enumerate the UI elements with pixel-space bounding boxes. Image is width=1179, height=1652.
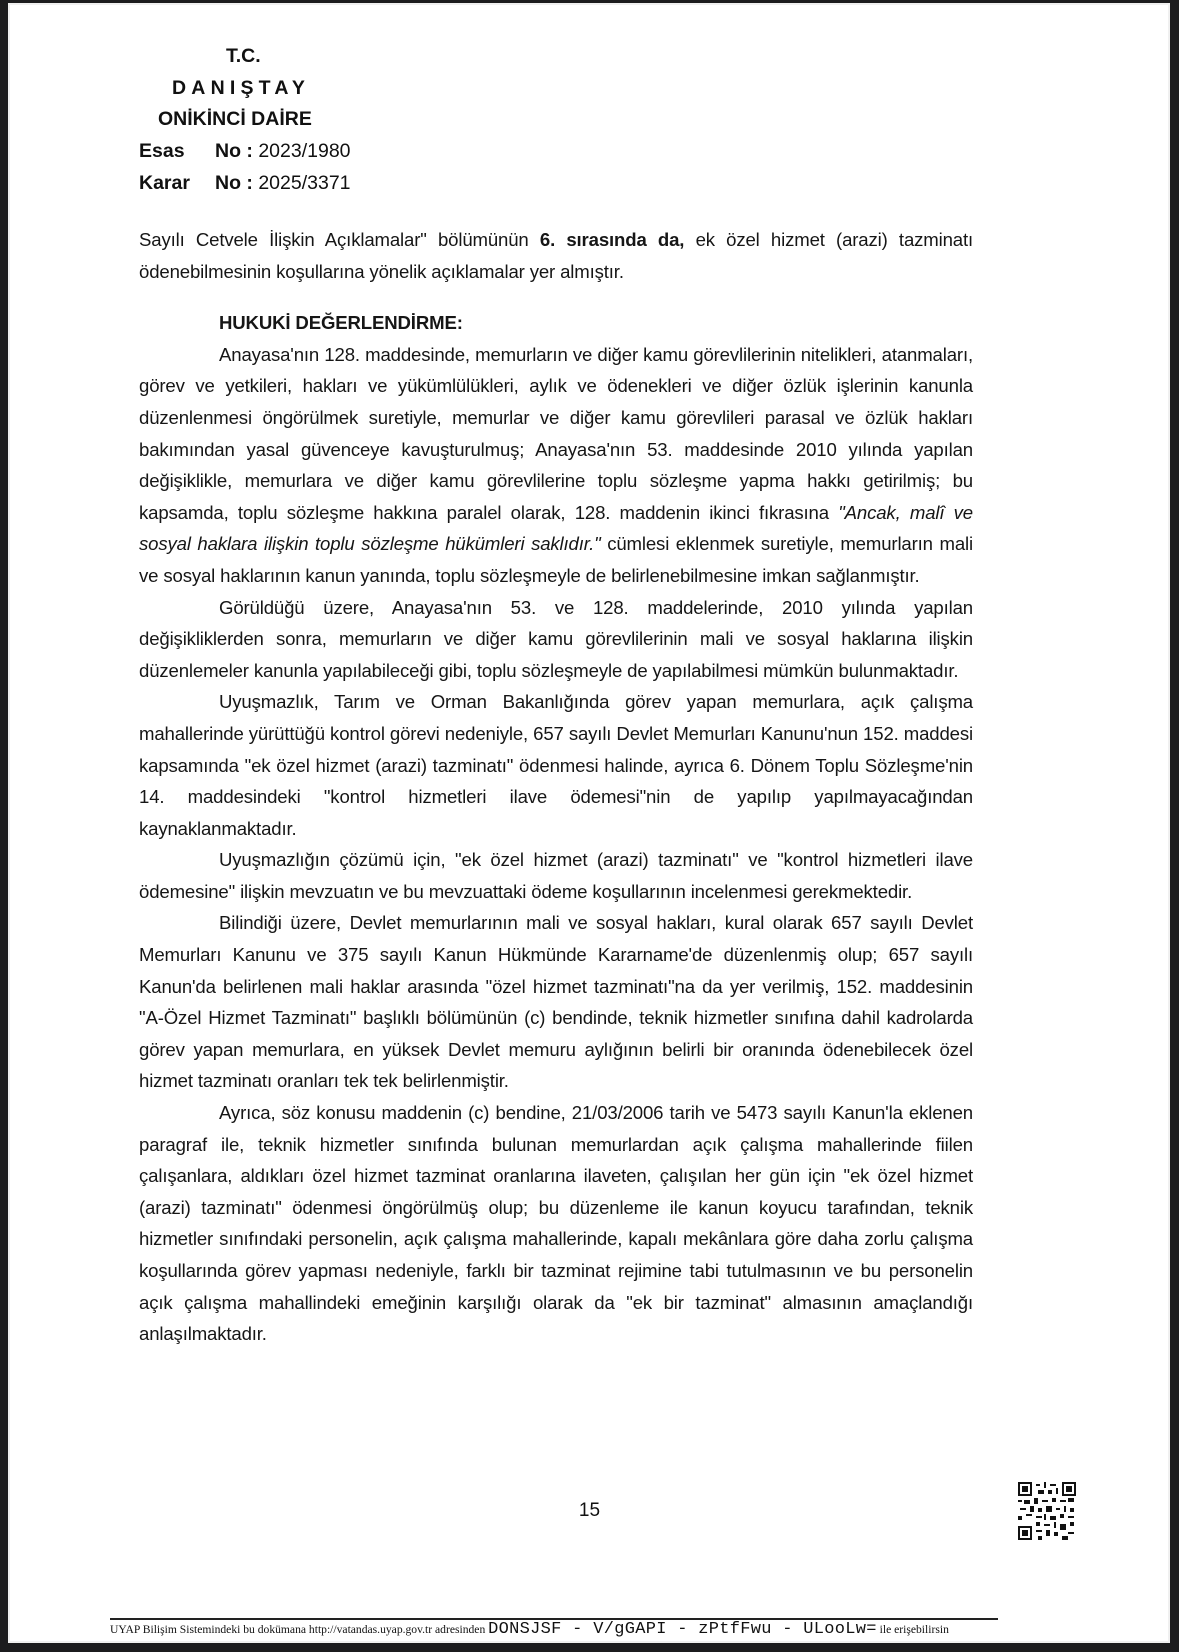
- header-chamber: ONİKİNCİ DAİRE: [158, 108, 312, 130]
- page-number: 15: [578, 1500, 601, 1521]
- bold-text: 6. sırasında da,: [539, 229, 685, 250]
- karar-number: 2025/3371: [258, 172, 351, 194]
- paragraph: Bilindiği üzere, Devlet memurlarının mali ve sosyal hakları, kural olarak 657 sayılı Devlet Memurları Kanunu ve 375 sayılı Kanun Hükmünde Kararname'de düzenlenmiş olup; 657 sayılı Kanun'da belirlenen mali haklar arasında "özel hizmet tazminatı"na da yer verilmiş, 152. maddesinin "A-Özel Hizmet Tazminatı" başlıklı bölümünün (c) bendinde, teknik hizmetler sınıfına dahil kadrolarda görev yapan memurlara, en yüksek Devlet memuru aylığının belirli bir oranında ödenebilecek özel hizmet tazminatı oranları tek tek belirlenmiştir.: [139, 912, 973, 1092]
- paragraph-continued: [139, 224, 973, 287]
- paragraph: Uyuşmazlığın çözümü için, "ek özel hizmet (arazi) tazminatı" ve "kontrol hizmetleri ilave ödemesine" ilişkin mevzuatın ve bu mevzuattaki ödeme koşullarının incelenmesi gerekmektedir.: [139, 849, 973, 902]
- paragraph: Uyuşmazlık, Tarım ve Orman Bakanlığında görev yapan memurlara, açık çalışma mahallerinde yürüttüğü kontrol görevi nedeniyle, 657 sayılı Devlet Memurları Kanunu'nun 152. maddesi kapsamında "ek özel hizmet (arazi) tazminatı" ödenmesi halinde, ayrıca 6. Dönem Toplu Sözleşme'nin 14. maddesindeki "kontrol hizmetleri ilave ödemesi"nin de yapılıp yapılmayacağından kaynaklanmaktadır.: [139, 691, 973, 839]
- esas-label: Esas: [139, 140, 185, 162]
- document-body: [139, 224, 973, 1350]
- karar-label: Karar: [139, 172, 190, 194]
- footer-text: ile erişebilirsin: [879, 1623, 949, 1636]
- header-tc: T.C.: [226, 45, 261, 67]
- paragraph-text: ek özel hizmet (arazi) tazminatı ödenebilmesinin koşullarına yönelik açıklamalar yer almıştır.: [139, 229, 974, 282]
- footer-text: UYAP Bilişim Sistemindeki bu dokümana http://vatandas.uyap.gov.tr adresinden: [110, 1623, 486, 1636]
- paragraph-text: cümlesi eklenmek suretiyle, memurların mali ve sosyal haklarının kanun yanında, toplu sözleşmeyle de belirlenebilmesine imkan sağlanmıştır.: [139, 533, 973, 586]
- italic-quote: "Ancak, malî ve sosyal haklara ilişkin toplu sözleşme hükümleri saklıdır.": [139, 501, 973, 555]
- karar-number-row: [139, 172, 351, 195]
- qr-code-icon: [1018, 1482, 1076, 1540]
- paragraph-text: Sayılı Cetvele İlişkin Açıklamalar" bölümünün: [139, 229, 540, 250]
- esas-number-row: [139, 140, 351, 163]
- paragraph: Görüldüğü üzere, Anayasa'nın 53. ve 128. maddelerinde, 2010 yılında yapılan değişikliklerden sonra, memurların ve diğer kamu görevlilerinin mali ve sosyal haklarına ilişkin düzenlemeler kanunla yapılabileceği gibi, toplu sözleşmeyle de yapılabilmesi mümkün bulunmaktadır.: [139, 596, 973, 681]
- section-heading: HUKUKİ DEĞERLENDİRME:: [219, 312, 463, 334]
- verification-code: DONSJSF - V/gGAPI - zPtfFwu - ULooLw=: [488, 1620, 877, 1639]
- footer-verification: [110, 1620, 1010, 1639]
- esas-number: 2023/1980: [258, 140, 351, 162]
- header-court-name: DANIŞTAY: [172, 77, 311, 99]
- karar-no-label: No :: [215, 172, 253, 194]
- paragraph: Ayrıca, söz konusu maddenin (c) bendine, 21/03/2006 tarih ve 5473 sayılı Kanun'la eklenen paragraf ile, teknik hizmetler sınıfında bulunan memurlardan açık çalışma mahallerinde fiilen çalışanlara, aldıkları özel hizmet tazminat oranlarına ilaveten, çalışılan her gün için "ek özel hizmet (arazi) tazminatı" ödenmesi öngörülmüş olup; bu düzenleme ile kanun koyucu tarafından, teknik hizmetler sınıfındaki personelin, açık çalışma mahallerinde, kapalı mekânlara göre daha zorlu çalışma koşullarında görev yapması nedeniyle, farklı bir tazminat rejimine tabi tutulmasının ve bu personelin açık çalışma mahallindeki emeğinin karşılığı olarak da "ek bir tazminat" almasının amaçlandığı anlaşılmaktadır.: [139, 1102, 973, 1345]
- paragraph-text: Anayasa'nın 128. maddesinde, memurların ve diğer kamu görevlilerinin nitelikleri, atanmaları, görev ve yetkileri, hakları ve yükümlülükleri, aylık ve ödenekleri ve diğer özlük işlerinin kanunla düzenlenmesi öngörülmek suretiyle, memurlar ve diğer kamu görevlileri parasal ve özlük hakları bakımından yasal güvenceye kavuşturulmuş; Anayasa'nın 53. maddesinde 2010 yılında yapılan değişiklikle, memurlara ve diğer kamu görevlilerine toplu sözleşme yapma hakkı getirilmiş; bu kapsamda, toplu sözleşme hakkına paralel olarak, 128. maddenin ikinci fıkrasına: [139, 343, 973, 523]
- esas-no-label: No :: [215, 140, 253, 162]
- paragraph: [139, 339, 973, 592]
